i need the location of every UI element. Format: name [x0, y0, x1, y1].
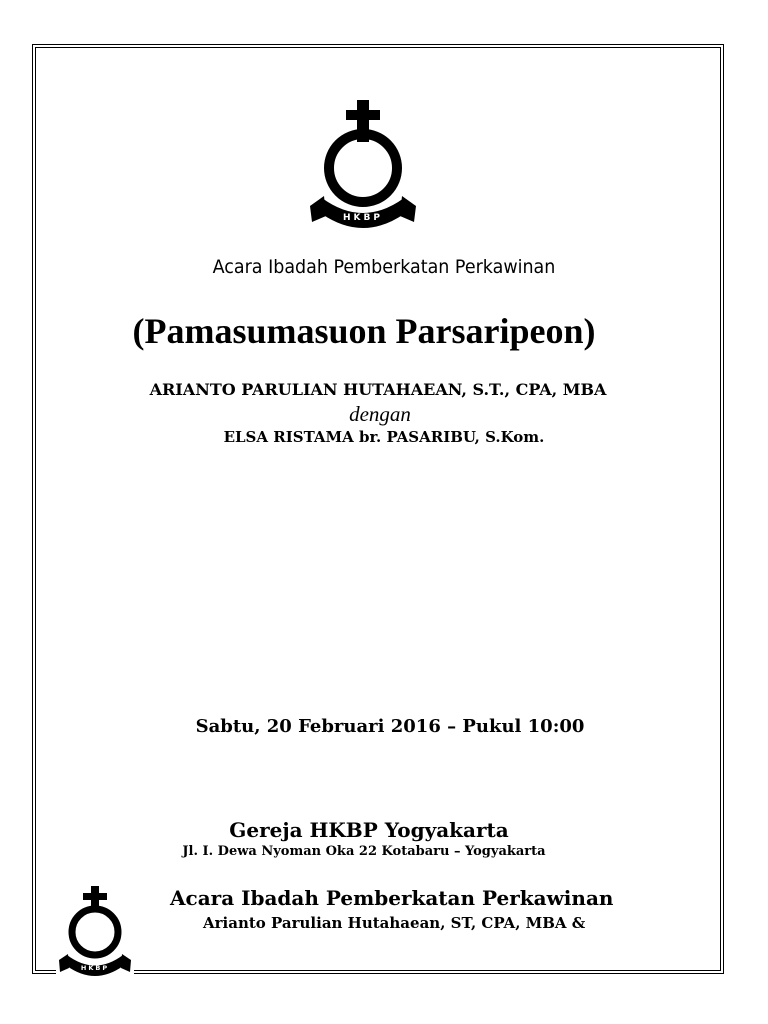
hkbp-cross-logo-icon — [304, 96, 422, 230]
footer-names: Arianto Parulian Hutahaean, ST, CPA, MBA & — [203, 914, 586, 932]
hkbp-cross-logo-small-icon — [56, 884, 134, 976]
footer-title: Acara Ibadah Pemberkatan Perkawinan — [170, 886, 614, 910]
page-title: (Pamasumasuon Parsaripeon) — [132, 311, 596, 351]
church-name: Gereja HKBP Yogyakarta — [229, 818, 509, 842]
subtitle: Acara Ibadah Pemberkatan Perkawinan — [212, 256, 556, 278]
svg-text:HKBP: HKBP — [80, 964, 110, 972]
church-address: Jl. I. Dewa Nyoman Oka 22 Kotabaru – Yogyakarta — [182, 844, 546, 859]
groom-name: ARIANTO PARULIAN HUTAHAEAN, S.T., CPA, MBA — [149, 380, 607, 399]
svg-text:HKBP: HKBP — [343, 213, 383, 223]
connector-text: dengan — [349, 402, 411, 426]
bride-name: ELSA RISTAMA br. PASARIBU, S.Kom. — [223, 428, 545, 446]
event-date-time: Sabtu, 20 Februari 2016 – Pukul 10:00 — [195, 716, 585, 737]
